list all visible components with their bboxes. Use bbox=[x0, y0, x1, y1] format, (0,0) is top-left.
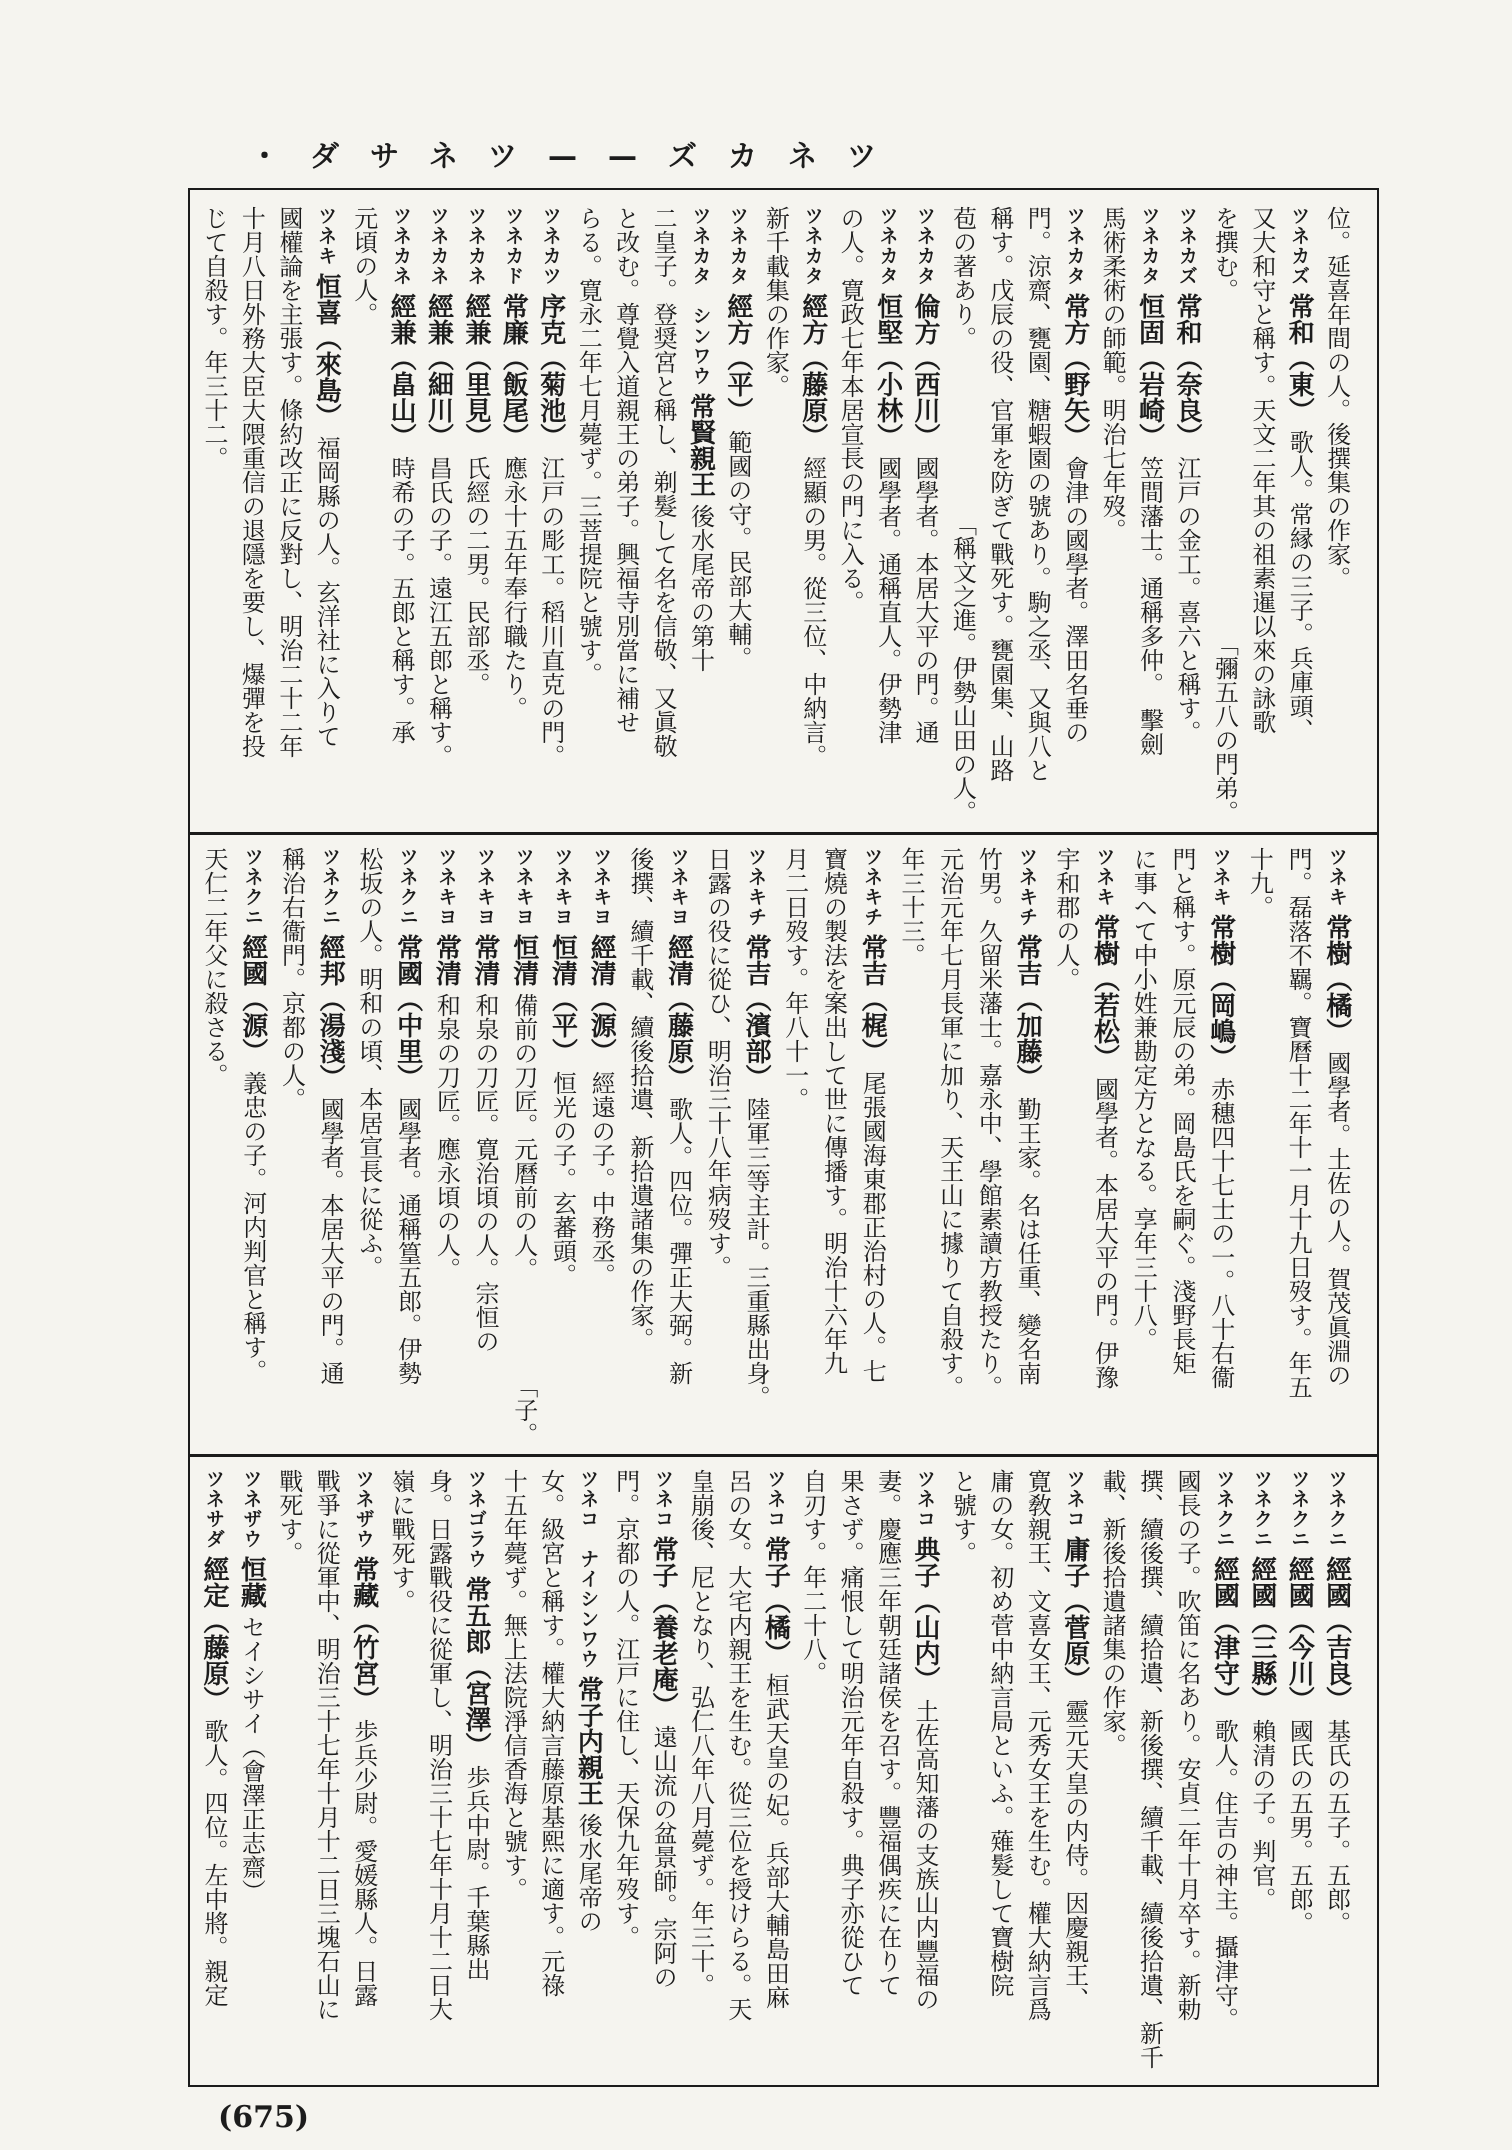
entry-text: と改む。尊覺入道親王の弟子。興福寺別當に補せ bbox=[611, 206, 640, 734]
entry-text: 國學者。本居大平の門。伊豫 bbox=[1090, 1077, 1119, 1389]
entry-text: 新千載集の作家。 bbox=[761, 206, 790, 398]
entry-text: 日露の役に從ひ、明治三十八年病歿す。 bbox=[703, 847, 732, 1279]
entry-name: 經方（藤原） bbox=[797, 293, 828, 449]
text-column bbox=[682, 1469, 718, 2079]
entry-text: 庸の女。初め菅中納言局といふ。薙髮して寶樹院 bbox=[985, 1469, 1014, 1997]
entry-name: 常和（東） bbox=[1284, 293, 1315, 423]
entry-name: 恒喜（來島） bbox=[311, 273, 342, 429]
entry-text: と號す。 bbox=[948, 1469, 977, 1565]
entry-name: 常樹（若松） bbox=[1089, 914, 1120, 1070]
text-column bbox=[351, 847, 387, 1446]
entry-column bbox=[458, 206, 494, 824]
entry-reading: ツネコ bbox=[914, 1469, 937, 1529]
text-column bbox=[233, 206, 269, 824]
entry-reading: ツネカタ bbox=[1138, 206, 1161, 286]
entry-text: 宇和郡の人。 bbox=[1051, 847, 1080, 991]
text-column bbox=[777, 847, 813, 1446]
entry-name: 經國（今川） bbox=[1284, 1556, 1315, 1712]
entry-column bbox=[346, 1469, 382, 2079]
entry-reading: ツネゴラウ bbox=[464, 1469, 487, 1569]
entry-reading: ツネコ bbox=[764, 1469, 787, 1529]
entry-column bbox=[308, 206, 344, 824]
entry-name: 經兼（畠山） bbox=[386, 293, 417, 449]
entry-text: 經顯の男。從三位、中納言。 bbox=[798, 456, 827, 768]
entry-text: 勤王家。名は任重、變名南 bbox=[1013, 1097, 1042, 1385]
page-number: (675) bbox=[218, 2100, 310, 2135]
entry-column bbox=[645, 1469, 681, 2079]
entry-name: 常子（養老庵） bbox=[648, 1536, 679, 1718]
entry-text: 昌氏の子。遠江五郎と稱す。 bbox=[424, 456, 453, 768]
text-column bbox=[1019, 206, 1055, 824]
text-column bbox=[699, 847, 735, 1446]
entry-column bbox=[854, 847, 890, 1446]
entry-reading: ツネカネ bbox=[427, 206, 450, 286]
entry-reading: ツネカネ bbox=[390, 206, 413, 286]
entry-column bbox=[421, 206, 457, 824]
entry-reading: ツネカド bbox=[502, 206, 525, 286]
entry-reading: ツネコ bbox=[652, 1469, 675, 1529]
entry-text: 身。日露戰役に從軍し、明治三十七年十月十二日大 bbox=[424, 1469, 453, 2021]
entry-text: 土佐高知藩の支族山内豐福の bbox=[911, 1699, 940, 2011]
entry-name: 恒清（平） bbox=[547, 934, 578, 1064]
entry-name: 倫方（西川） bbox=[910, 293, 941, 449]
entry-text: 後水尾帝の第十 bbox=[686, 504, 715, 672]
entry-name: 經清（藤原） bbox=[663, 934, 694, 1090]
entry-text: 二皇子。登奨宮と稱し、剃髮して名を信敬、又眞敬 bbox=[649, 206, 678, 758]
entry-column bbox=[383, 206, 419, 824]
text-column bbox=[932, 847, 968, 1446]
text-column bbox=[533, 1469, 569, 2079]
entry-text: 竹男。久留米藩士。嘉永中、學館素讀方教授たり。 bbox=[974, 847, 1003, 1399]
entry-column bbox=[467, 847, 503, 1446]
entry-text: 稱す。戊辰の役、官軍を防ぎて戰死す。甕園集、山路 bbox=[985, 206, 1014, 782]
entry-column bbox=[682, 206, 718, 824]
entry-column bbox=[720, 206, 756, 824]
text-band-top bbox=[190, 190, 1377, 832]
entry-reading: ツネクニ bbox=[319, 847, 342, 927]
text-column bbox=[1125, 847, 1161, 1446]
entry-text: 義忠の子。河内判官と稱す。 bbox=[238, 1071, 267, 1383]
text-band-middle bbox=[190, 835, 1377, 1454]
entry-column bbox=[570, 1469, 606, 2079]
entry-text: 妻。慶應三年朝廷諸侯を召す。豐福偶疾に在りて bbox=[873, 1469, 902, 1997]
entry-name: 經方（平） bbox=[722, 293, 753, 423]
entry-text: 稱治右衞門。京都の人。 bbox=[277, 847, 306, 1111]
entry-reading: ツネカタ bbox=[914, 206, 937, 286]
entry-text: 載、新後拾遺諸集の作家。 bbox=[1098, 1469, 1127, 1757]
entry-name: 常樹（橘） bbox=[1321, 914, 1352, 1044]
entry-text: 年三十三。 bbox=[896, 847, 925, 967]
entry-column bbox=[544, 847, 580, 1446]
entry-text: 氏經の二男。民部丞。 bbox=[461, 456, 490, 696]
entry-text: 賴清の子。判官。 bbox=[1247, 1719, 1276, 1911]
text-column bbox=[495, 1469, 531, 2079]
entry-reading: ツネカタ bbox=[726, 206, 749, 286]
entry-reading: ツネクニ bbox=[396, 847, 419, 927]
text-column bbox=[893, 847, 929, 1446]
entry-column bbox=[1319, 1469, 1355, 2079]
entry-name: 常清 bbox=[470, 934, 501, 986]
entry-reading: ツネキチ bbox=[861, 847, 884, 927]
wrapped-continuation: 「稱文之進。伊勢山田の人。 bbox=[948, 512, 977, 824]
text-column bbox=[273, 847, 309, 1446]
text-column bbox=[196, 206, 232, 824]
text-column bbox=[1280, 847, 1316, 1446]
text-column bbox=[1244, 206, 1280, 824]
entry-name: 經清（源） bbox=[586, 934, 617, 1064]
entry-text: 元治元年七月長軍に加り、天王山に據りて自殺す。 bbox=[935, 847, 964, 1399]
entry-text: 歌人。四位。彈正大弼。新 bbox=[664, 1097, 693, 1385]
entry-reading: ツネキヨ bbox=[474, 847, 497, 927]
entry-column bbox=[1132, 206, 1168, 824]
entry-reading: ツネクニ bbox=[241, 847, 264, 927]
entry-column bbox=[235, 847, 271, 1446]
text-column bbox=[757, 206, 793, 824]
entry-text: 遠山流の盆景師。宗阿の bbox=[649, 1725, 678, 1989]
entry-text: 十月八日外務大臣大隈重信の退隱を要し、爆彈を投 bbox=[237, 206, 266, 758]
entry-name: 常吉（梶） bbox=[857, 934, 888, 1064]
text-column bbox=[1169, 1469, 1205, 2079]
text-column bbox=[1019, 1469, 1055, 2079]
text-column bbox=[1164, 847, 1200, 1446]
text-column bbox=[944, 206, 980, 824]
entry-name: 常清 bbox=[431, 934, 462, 986]
entry-column bbox=[196, 1469, 232, 2079]
entry-reading: ツネザウ bbox=[240, 1469, 263, 1549]
entry-reading: ツネクニ bbox=[1325, 1469, 1348, 1549]
entry-name: 序克（菊池） bbox=[535, 293, 566, 449]
entry-text: 國學者。土佐の人。賀茂眞淵の bbox=[1322, 1051, 1351, 1387]
entry-column bbox=[907, 1469, 943, 2079]
entry-text: 月二日歿す。年八十一。 bbox=[780, 847, 809, 1111]
entry-text: 歩兵少尉。愛媛縣人。日露 bbox=[349, 1719, 378, 2007]
entry-column bbox=[907, 206, 943, 824]
entry-text: 歌人。住吉の神主。攝津守。 bbox=[1210, 1719, 1239, 2031]
entry-column bbox=[506, 847, 542, 1446]
entry-text: 桓武天皇の妃。兵部大輔島田麻 bbox=[761, 1673, 790, 2009]
entry-text: セイシサイ（會澤正志齋） bbox=[237, 1615, 266, 1903]
entry-reading: ツネカネ bbox=[464, 206, 487, 286]
entry-name: 常和（奈良） bbox=[1171, 293, 1202, 449]
entry-name: 常賢親王 bbox=[685, 393, 716, 497]
entry-text: 歩兵中尉。千葉縣出 bbox=[461, 1765, 490, 1981]
entry-reading: ツネキ bbox=[1209, 847, 1232, 907]
entry-text: 國氏の五男。五郎。 bbox=[1285, 1719, 1314, 1935]
entry-name: 經國（津守） bbox=[1209, 1556, 1240, 1712]
entry-text: 後水尾帝の bbox=[574, 1813, 603, 1933]
entry-column bbox=[533, 206, 569, 824]
entry-text: 會津の國學者。澤田名垂の bbox=[1060, 456, 1089, 744]
entry-text: 嶺に戰死す。 bbox=[387, 1469, 416, 1613]
entry-name: 恒藏 bbox=[236, 1556, 267, 1608]
text-column bbox=[645, 206, 681, 824]
entry-column bbox=[757, 1469, 793, 2079]
entry-reading: ツネカタ bbox=[876, 206, 899, 286]
entry-reading: ツネキヨ bbox=[590, 847, 613, 927]
text-column bbox=[1241, 847, 1277, 1446]
entry-reading: ツネカズ bbox=[1175, 206, 1198, 286]
entry-column bbox=[1169, 206, 1205, 824]
text-column bbox=[271, 1469, 307, 2079]
text-column bbox=[1132, 1469, 1168, 2079]
entry-column bbox=[1206, 1469, 1242, 2079]
entry-text: 寶燒の製法を案出して世に傳播す。明治十六年九 bbox=[819, 847, 848, 1375]
entry-text: 國學者。通稱直人。伊勢津 bbox=[873, 456, 902, 744]
entry-reading: ツネキ bbox=[1325, 847, 1348, 907]
entry-text: 江戸の金工。喜六と稱す。 bbox=[1172, 456, 1201, 744]
text-column bbox=[308, 1469, 344, 2079]
entry-name: 經兼（細川） bbox=[423, 293, 454, 449]
text-column bbox=[944, 1469, 980, 2079]
entry-text: 時希の子。五郎と稱す。承 bbox=[387, 456, 416, 744]
entry-text: 苞の著あり。 bbox=[948, 206, 977, 350]
text-column bbox=[570, 206, 606, 824]
entry-text: 果さず。痛恨して明治元年自殺す。典子亦從ひて bbox=[836, 1469, 865, 1997]
entry-reading: ツネキヨ bbox=[551, 847, 574, 927]
entry-name: 經國（吉良） bbox=[1321, 1556, 1352, 1712]
text-column bbox=[383, 1469, 419, 2079]
entry-reading: ツネコ bbox=[1063, 1469, 1086, 1529]
entry-column bbox=[390, 847, 426, 1446]
entry-name: 恒固（岩崎） bbox=[1134, 293, 1165, 449]
entry-column bbox=[458, 1469, 494, 2079]
text-column bbox=[870, 1469, 906, 2079]
entry-reading: ツネカタ bbox=[1063, 206, 1086, 286]
wrapped-continuation: 「子。 bbox=[509, 1374, 538, 1446]
text-column bbox=[421, 1469, 457, 2079]
text-frame bbox=[188, 188, 1379, 2087]
text-column bbox=[271, 206, 307, 824]
text-column bbox=[608, 206, 644, 824]
entry-text: 江戸の彫工。稻川直克の門。 bbox=[536, 456, 565, 768]
entry-text: 後撰、續千載、續後拾遺、新拾遺諸集の作家。 bbox=[625, 847, 654, 1351]
entry-text: 尾張國海東郡正治村の人。七 bbox=[858, 1071, 887, 1383]
entry-text: 十五年薨ず。無上法院淨信香海と號す。 bbox=[499, 1469, 528, 1901]
entry-text: 位。延喜年間の人。後撰集の作家。 bbox=[1322, 206, 1351, 590]
text-column bbox=[832, 1469, 868, 2079]
entry-text: 門。磊落不羈。寶曆十二年十一月十九日歿す。年五 bbox=[1284, 847, 1313, 1399]
text-column bbox=[346, 206, 382, 824]
entry-text: 靈元天皇の内侍。因慶親王、 bbox=[1060, 1699, 1089, 2011]
entry-reading: ツネサダ bbox=[203, 1469, 225, 1549]
entry-column bbox=[1203, 847, 1239, 1446]
entry-text: 撰、續後撰、續拾遺、新後撰、續千載、續後拾遺、新千 bbox=[1135, 1469, 1164, 2069]
entry-column bbox=[661, 847, 697, 1446]
text-column bbox=[982, 1469, 1018, 2079]
entry-text: を撰む。 bbox=[1210, 206, 1239, 302]
entry-text: 基氏の五子。五郎。 bbox=[1322, 1719, 1351, 1935]
entry-text: 馬術柔術の師範。明治七年歿。 bbox=[1098, 206, 1127, 542]
entry-text: 赤穗四十七士の一。八十右衞 bbox=[1206, 1077, 1235, 1389]
entry-text: 歌人。常縁の三子。兵庫頭、 bbox=[1285, 430, 1314, 742]
entry-name: 恒清 bbox=[508, 934, 539, 986]
text-column bbox=[816, 847, 852, 1446]
entry-text: 國長の子。吹笛に名あり。安貞二年十月卒す。新勅 bbox=[1172, 1469, 1201, 2021]
entry-column bbox=[1281, 206, 1317, 824]
entry-name: 經國（三縣） bbox=[1246, 1556, 1277, 1712]
entry-name: 庸子（菅原） bbox=[1059, 1536, 1090, 1692]
entry-name: 常樹（岡嶋） bbox=[1205, 914, 1236, 1070]
entry-text: 自刃す。年二十八。 bbox=[798, 1469, 827, 1685]
entry-column bbox=[495, 206, 531, 824]
entry-name: 典子（山内） bbox=[910, 1536, 941, 1692]
entry-text: 和泉の刀匠。應永頃の人。 bbox=[432, 993, 461, 1281]
entry-name: 常五郎（宮澤） bbox=[460, 1576, 491, 1758]
entry-column bbox=[1319, 847, 1355, 1446]
running-title: ・ダサネツ——ズカネツ bbox=[250, 139, 908, 173]
entry-column bbox=[870, 206, 906, 824]
entry-text: 皇崩後、尼となり、弘仁八年八月薨ず。年三十。 bbox=[686, 1469, 715, 1997]
entry-name: 常吉（濱部） bbox=[741, 934, 772, 1090]
entry-column bbox=[795, 206, 831, 824]
text-column bbox=[1094, 206, 1130, 824]
entry-name: 常子（橘） bbox=[760, 1536, 791, 1666]
entry-name: 常方（野矢） bbox=[1059, 293, 1090, 449]
text-column bbox=[795, 1469, 831, 2079]
entry-column bbox=[738, 847, 774, 1446]
entry-text: 陸軍三等主計。三重縣出身。 bbox=[742, 1097, 771, 1409]
entry-text: 戰爭に從軍中、明治三十七年十月十二日三塊石山に bbox=[312, 1469, 341, 2021]
entry-reading: ツネカズ bbox=[1288, 206, 1311, 286]
entry-text: 國學者。通稱篁五郎。伊勢 bbox=[393, 1097, 422, 1385]
text-column bbox=[1319, 206, 1355, 824]
entry-name: 經國（源） bbox=[237, 934, 268, 1064]
entry-reading: ツネクニ bbox=[1288, 1469, 1311, 1549]
entry-name: 經兼（里見） bbox=[460, 293, 491, 449]
entry-column bbox=[428, 847, 464, 1446]
text-column bbox=[608, 1469, 644, 2079]
entry-reading: ツネザウ bbox=[352, 1469, 375, 1549]
text-column bbox=[622, 847, 658, 1446]
entry-text: 女。級宮と稱す。權大納言藤原基熙に適す。元祿 bbox=[536, 1469, 565, 1997]
entry-text: 國學者。本居大平の門。通 bbox=[911, 456, 940, 744]
text-column bbox=[982, 206, 1018, 824]
entry-reading: ツネクニ bbox=[1213, 1469, 1236, 1549]
entry-text: に事へて中小姓兼勘定方となる。享年三十八。 bbox=[1129, 847, 1158, 1351]
entry-text: 歌人。四位。左中將。親定 bbox=[200, 1719, 228, 2007]
entry-column bbox=[312, 847, 348, 1446]
entry-reading: ツネコ ナイシンワウ bbox=[577, 1469, 600, 1669]
entry-reading: ツネキ bbox=[1093, 847, 1116, 907]
entry-text: 國學者。本居大平の門。通 bbox=[316, 1097, 345, 1385]
entry-name: 常國（中里） bbox=[392, 934, 423, 1090]
entry-text: 又大和守と稱す。天文二年其の祖素暹以來の詠歌 bbox=[1247, 206, 1276, 734]
entry-text: 國權論を主張す。條約改正に反對し、明治二十二年 bbox=[274, 206, 303, 758]
entry-text: 寛敎親王、文喜女王、元秀女王を生む。權大納言爲 bbox=[1023, 1469, 1052, 2021]
text-column bbox=[832, 206, 868, 824]
entry-text: 門。涼齋、甕園、糖蝦園の號あり。駒之丞、又與八と bbox=[1023, 206, 1052, 782]
entry-text: 笠間藩士。通稱多仲。 擊劍 bbox=[1135, 456, 1164, 756]
entry-text: じて自殺す。年三十二。 bbox=[200, 206, 228, 470]
text-column bbox=[1094, 1469, 1130, 2079]
text-column bbox=[720, 1469, 756, 2079]
wrapped-continuation: 「彌五八の門弟。 bbox=[1210, 632, 1239, 824]
entry-text: 應永十五年奉行職たり。 bbox=[499, 456, 528, 720]
entry-reading: ツネカタ シンワウ bbox=[689, 206, 712, 386]
entry-text: 十九。 bbox=[1245, 847, 1274, 919]
entry-column bbox=[233, 1469, 269, 2079]
text-band-bottom bbox=[190, 1457, 1377, 2085]
entry-text: 天仁二年父に殺さる。 bbox=[200, 847, 228, 1087]
text-column bbox=[1048, 847, 1084, 1446]
text-column bbox=[196, 847, 232, 1446]
entry-text: 松坂の人。明和の頃、本居宣長に從ふ。 bbox=[354, 847, 383, 1279]
entry-column bbox=[1244, 1469, 1280, 2079]
entry-text: 恒光の子。玄蕃頭。 bbox=[548, 1071, 577, 1287]
entry-text: 門と稱す。原元辰の弟。岡島氏を嗣ぐ。淺野長矩 bbox=[1167, 847, 1196, 1375]
entry-name: 經邦（湯淺） bbox=[315, 934, 346, 1090]
entry-name: 常吉（加藤） bbox=[1012, 934, 1043, 1090]
entry-name: 經定（藤原） bbox=[199, 1556, 229, 1712]
entry-reading: ツネカタ bbox=[801, 206, 824, 286]
entry-text: 戰死す。 bbox=[274, 1469, 303, 1565]
text-column bbox=[970, 847, 1006, 1446]
entry-text: 福岡縣の人。玄洋社に入りて bbox=[312, 436, 341, 748]
entry-text: 範國の守。民部大輔。 bbox=[723, 430, 752, 670]
entry-column bbox=[583, 847, 619, 1446]
entry-text: 備前の刀匠。元曆前の人。 bbox=[509, 993, 538, 1281]
entry-text: らる。寛永二年七月薨ず。三菩提院と號す。 bbox=[574, 206, 603, 686]
entry-text: 經遠の子。中務丞。 bbox=[587, 1071, 616, 1287]
entry-name: 常藏（竹宮） bbox=[348, 1556, 379, 1712]
entry-name: 常子内親王 bbox=[573, 1676, 604, 1806]
entry-text: の人。寛政七年本居宣長の門に入る。 bbox=[836, 206, 865, 614]
entry-reading: ツネキチ bbox=[1016, 847, 1039, 927]
entry-reading: ツネキヨ bbox=[435, 847, 458, 927]
entry-text: 門。京都の人。江戸に住し、天保九年歿す。 bbox=[611, 1469, 640, 1949]
entry-reading: ツネキヨ bbox=[667, 847, 690, 927]
entry-reading: ツネカツ bbox=[539, 206, 562, 286]
entry-column bbox=[1281, 1469, 1317, 2079]
entry-name: 常廉（飯尾） bbox=[498, 293, 529, 449]
entry-reading: ツネキヨ bbox=[512, 847, 535, 927]
entry-reading: ツネキチ bbox=[745, 847, 768, 927]
entry-name: 恒堅（小林） bbox=[872, 293, 903, 449]
entry-column bbox=[1087, 847, 1123, 1446]
entry-text: 元頃の人。 bbox=[349, 206, 378, 326]
entry-reading: ツネクニ bbox=[1250, 1469, 1273, 1549]
text-column bbox=[1206, 206, 1242, 824]
entry-text: 呂の女。大宅内親王を生む。從三位を授けらる。天 bbox=[723, 1469, 752, 2021]
entry-reading: ツネキ bbox=[315, 206, 338, 266]
entry-column bbox=[1057, 206, 1093, 824]
entry-column bbox=[1009, 847, 1045, 1446]
entry-text: 和泉の刀匠。寛治頃の人。宗恒の bbox=[471, 993, 500, 1353]
entry-column bbox=[1057, 1469, 1093, 2079]
